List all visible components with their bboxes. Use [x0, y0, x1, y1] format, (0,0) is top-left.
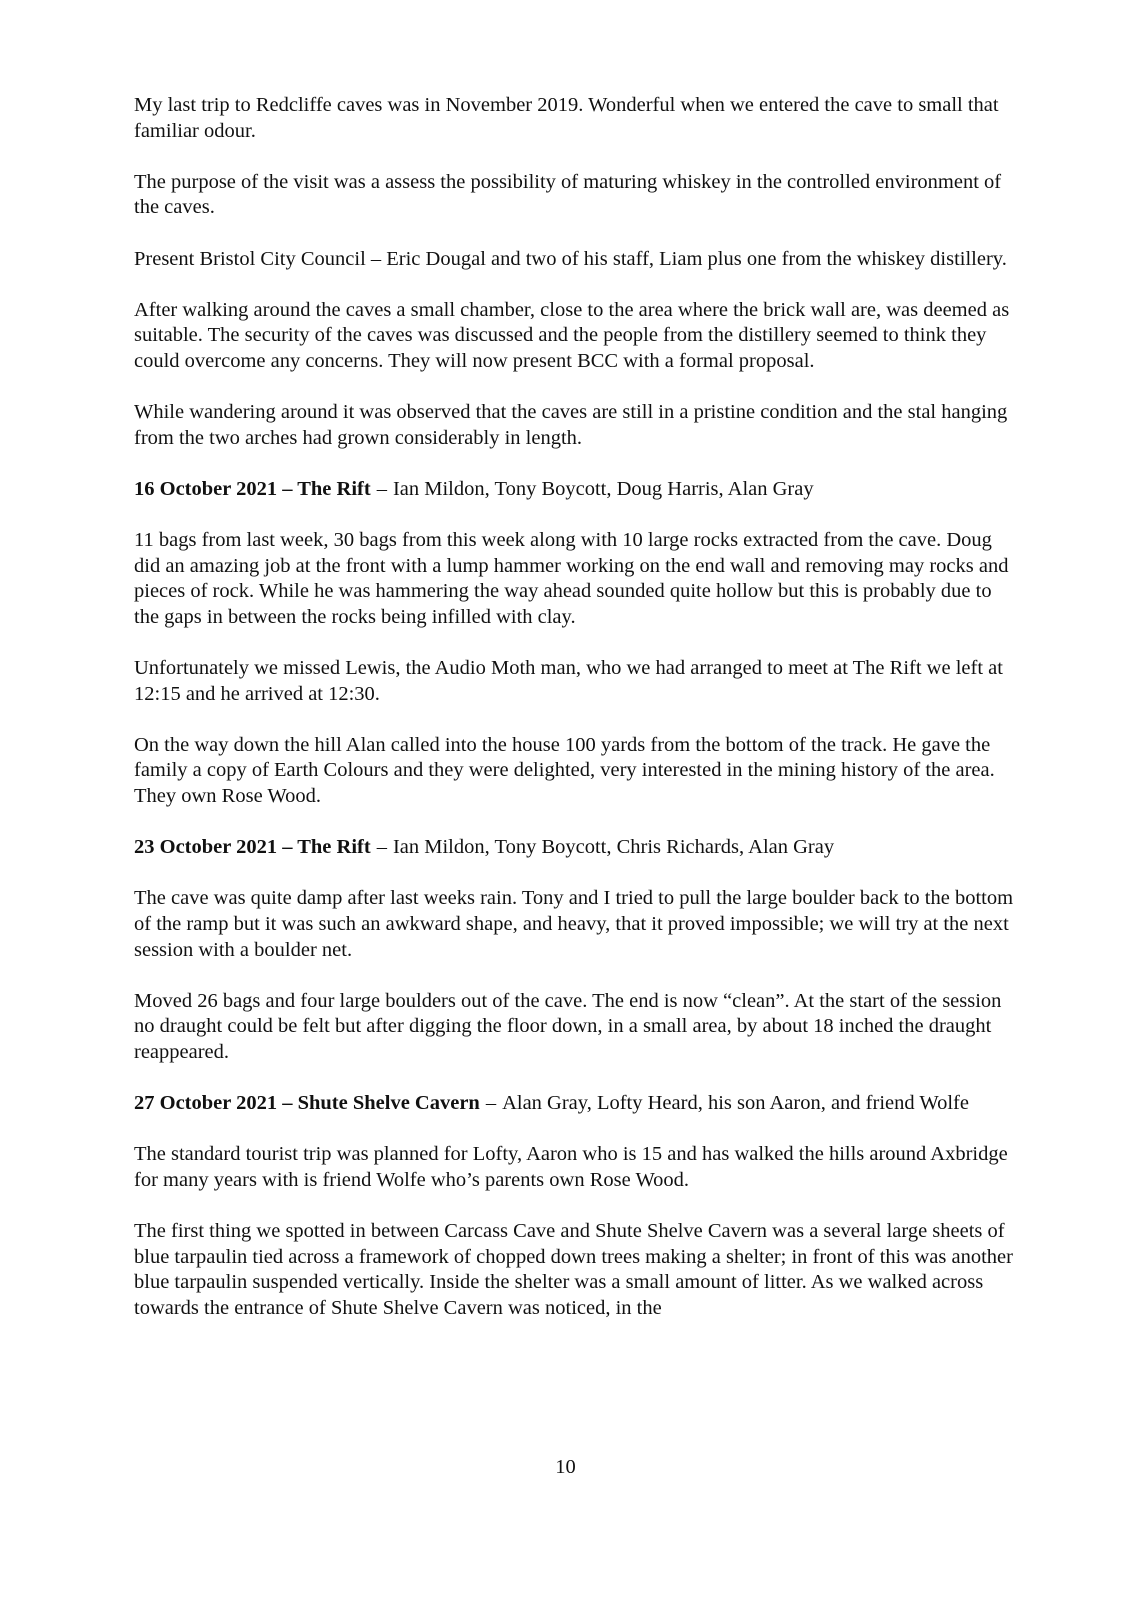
entry-paragraph: The cave was quite damp after last weeks rain. Tony and I tried to pull the large boulder back to the bottom of the ramp but it was such an awkward shape, and heavy, that it proved impossible; we will try at the next session with a boulder net.: [134, 887, 1014, 961]
entry-heading-16-oct: [134, 477, 1014, 503]
entry-paragraph: Unfortunately we missed Lewis, the Audio Moth man, who we had arranged to meet at The Rift we left at 12:15 and he arrived at 12:30.: [134, 657, 1003, 705]
entry-separator: –: [376, 477, 387, 500]
entry-paragraph: 11 bags from last week, 30 bags from this week along with 10 large rocks extracted from the cave. Doug did an amazing job at the front with a lump hammer working on the end wall and removing may rocks and pieces of rock. While he was hammering the way ahead sounded quite hollow but this is probably due to the gaps in between the rocks being infilled with clay.: [134, 529, 1009, 628]
intro-paragraph: My last trip to Redcliffe caves was in November 2019. Wonderful when we entered the cave to small that familiar odour.: [134, 94, 999, 142]
entry-paragraph: The first thing we spotted in between Carcass Cave and Shute Shelve Cavern was a several large sheets of blue tarpaulin tied across a framework of chopped down trees making a shelter; in front of this was another blue tarpaulin suspended vertically. Inside the shelter was a small amount of litter. As we walked across towards the entrance of Shute Shelve Cavern was noticed, in the: [134, 1220, 1013, 1319]
entry-separator: –: [485, 1092, 497, 1115]
intro-paragraph: The purpose of the visit was a assess the possibility of maturing whiskey in the controlled environment of the caves.: [134, 170, 1002, 219]
entry-heading-23-oct: [134, 835, 1014, 861]
entry-paragraph: The standard tourist trip was planned for Lofty, Aaron who is 15 and has walked the hills around Axbridge for many years with is friend Wolfe who’s parents own Rose Wood.: [134, 1143, 1008, 1191]
entry-title: 16 October 2021 – The Rift: [134, 477, 371, 500]
entry-title: 23 October 2021 – The Rift: [134, 836, 371, 859]
page-number: 10: [555, 1456, 576, 1478]
entry-paragraph: Moved 26 bags and four large boulders out of the cave. The end is now “clean”. At the start of the session no draught could be felt but after digging the floor down, in a small area, by about 18 inched the draught reappeared.: [134, 989, 1002, 1063]
intro-paragraph: After walking around the caves a small chamber, close to the area where the brick wall are, was deemed as suitable. The security of the caves was discussed and the people from the distillery seemed to think they could overcome any concerns. They will now present BCC with a formal proposal.: [134, 298, 1010, 372]
entry-separator: –: [376, 836, 387, 859]
entry-paragraph: On the way down the hill Alan called into the house 100 yards from the bottom of the track. He gave the family a copy of Earth Colours and they were delighted, very interested in the mining history of the area. They own Rose Wood.: [134, 733, 995, 808]
intro-paragraph: Present Bristol City Council – Eric Dougal and two of his staff, Liam plus one from the whiskey distillery.: [134, 247, 1007, 270]
page-body: [134, 93, 1014, 1347]
intro-paragraph: While wandering around it was observed that the caves are still in a pristine condition and the stal hanging from the two arches had grown considerably in length.: [134, 401, 1008, 449]
entry-attendees: Alan Gray, Lofty Heard, his son Aaron, and friend Wolfe: [502, 1092, 969, 1115]
entry-attendees: Ian Mildon, Tony Boycott, Chris Richards, Alan Gray: [392, 836, 835, 859]
entry-attendees: Ian Mildon, Tony Boycott, Doug Harris, Alan Gray: [392, 477, 814, 500]
entry-heading-27-oct: [134, 1091, 1014, 1117]
entry-title: 27 October 2021 – Shute Shelve Cavern: [134, 1092, 480, 1115]
